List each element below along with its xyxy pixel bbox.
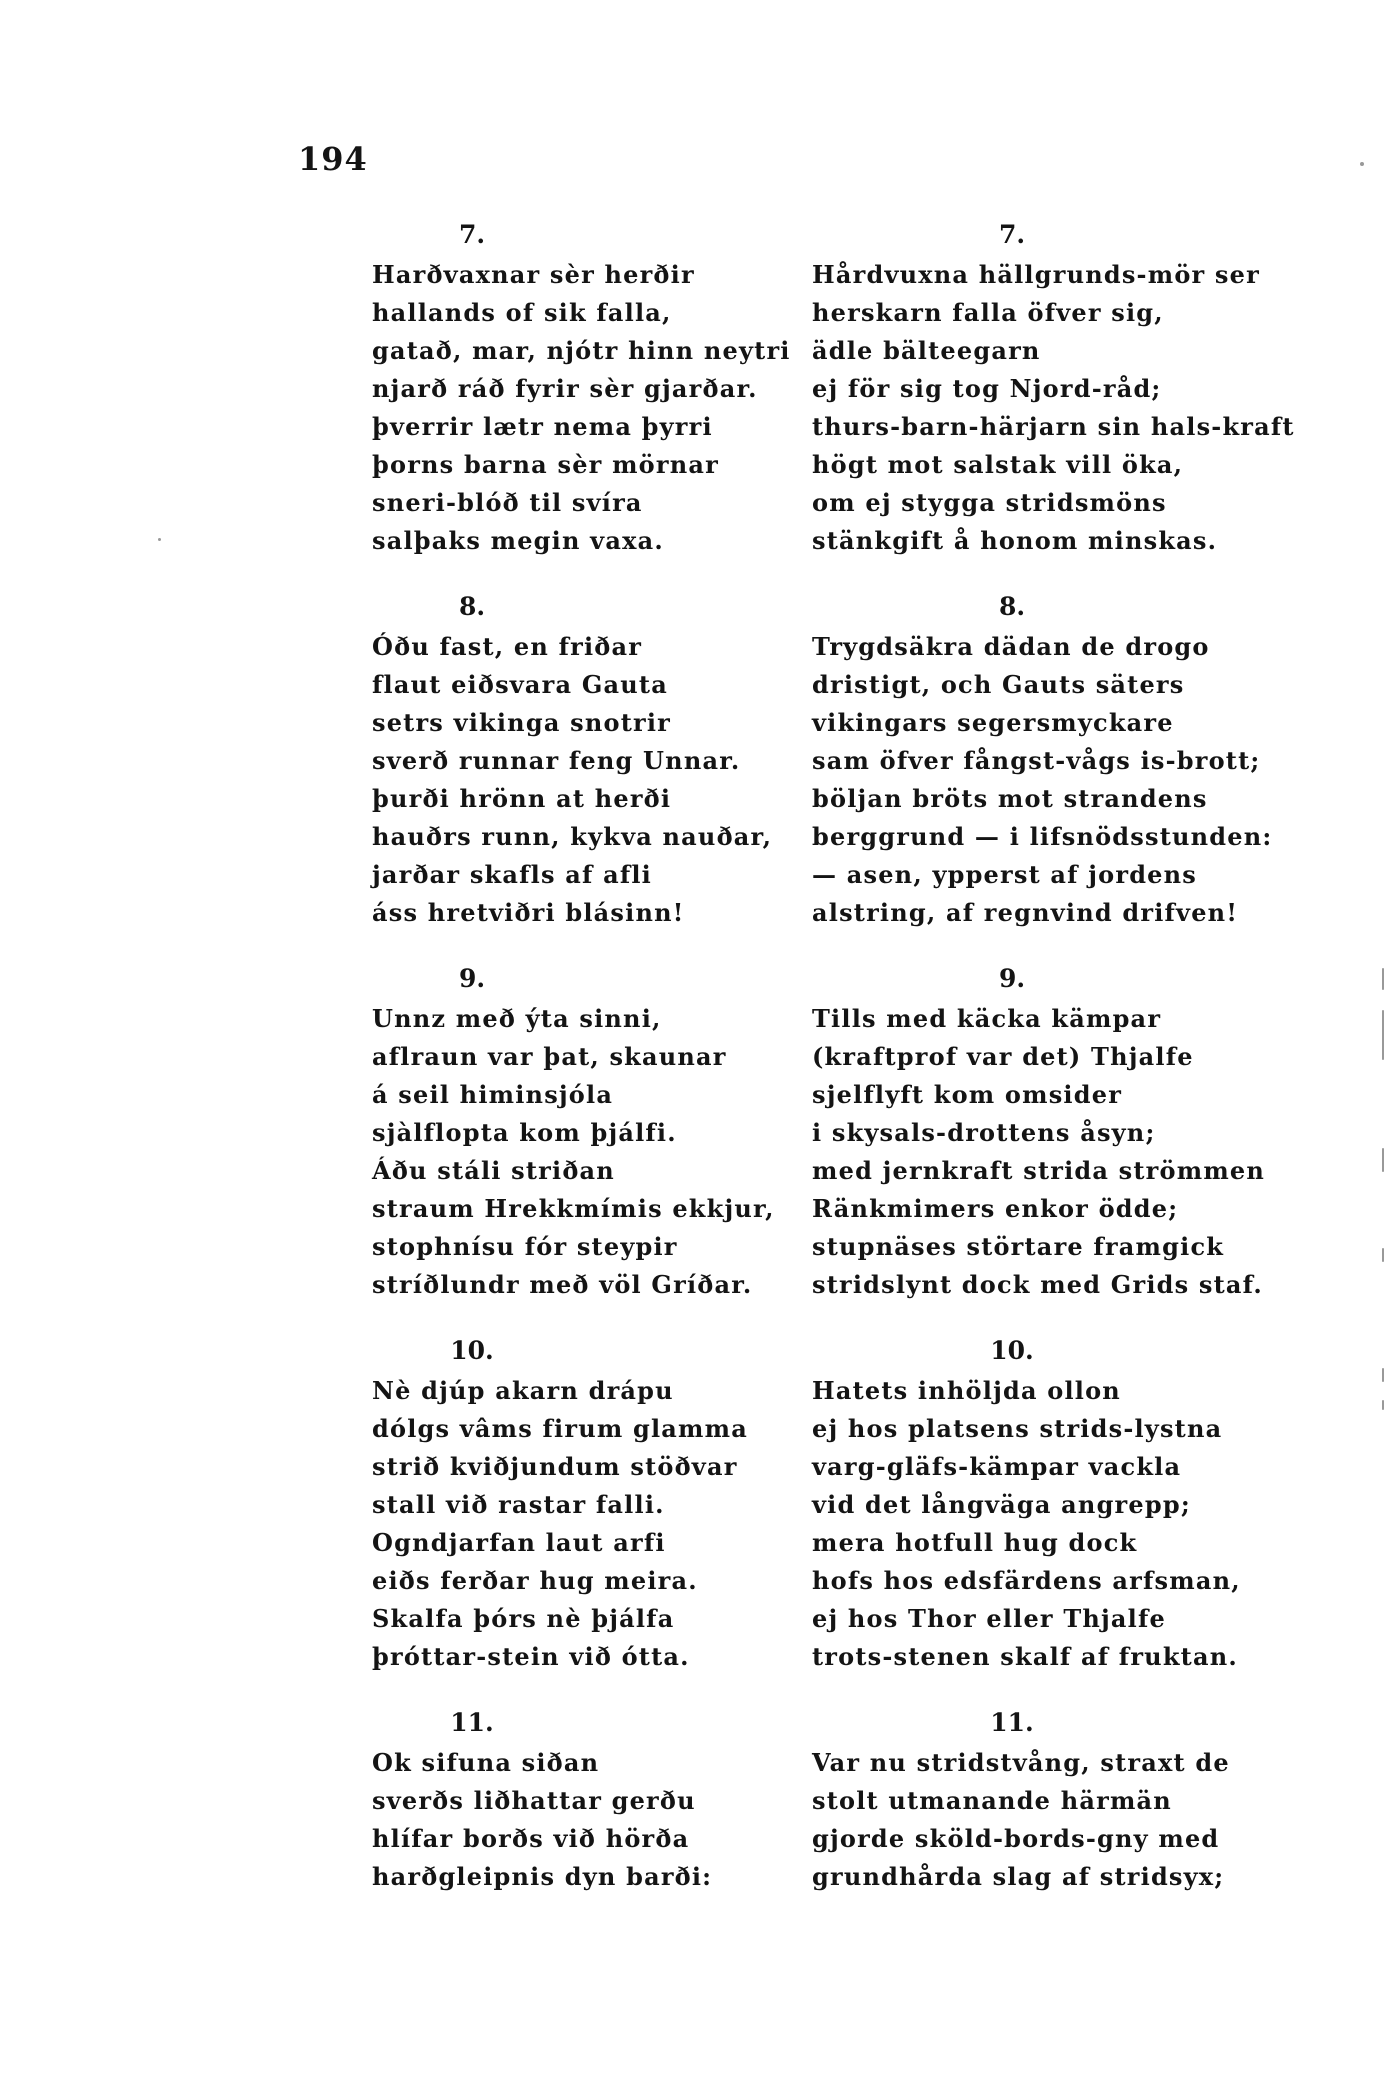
verse-line: om ej stygga stridsmöns — [812, 488, 1167, 517]
verse-line: thurs-barn-härjarn sin hals-kraft — [812, 412, 1295, 441]
verse-line: grundhårda slag af stridsyx; — [812, 1862, 1225, 1891]
verse-line: stänkgift å honom minskas. — [812, 526, 1218, 555]
verse-line: vikingars segersmyckare — [812, 708, 1174, 737]
verse-line: gatað, mar, njótr hinn neytri — [372, 336, 791, 365]
verse-line: — asen, ypperst af jordens — [812, 860, 1198, 889]
stanza-number: 11. — [990, 1708, 1034, 1737]
verse-line: gjorde sköld-bords-gny med — [812, 1824, 1220, 1853]
stanza-number: 9. — [998, 964, 1026, 993]
verse-line: Tills med käcka kämpar — [812, 1004, 1162, 1033]
verse-line: salþaks megin vaxa. — [372, 526, 664, 555]
swedish-stanza-7 — [812, 214, 1295, 586]
scan-speck — [158, 538, 161, 541]
verse-line: berggrund — i lifsnödsstunden: — [812, 822, 1273, 851]
stanza-number: 7. — [458, 220, 486, 249]
verse-line: hlífar borðs við hörða — [372, 1824, 690, 1853]
verse-line: sjàlflopta kom þjálfi. — [372, 1118, 677, 1147]
verse-line: á seil himinsjóla — [372, 1080, 614, 1109]
swedish-stanza-10 — [812, 1330, 1272, 1702]
verse-line: Óðu fast, en friðar — [372, 632, 643, 661]
verse-line: Trygdsäkra dädan de drogo — [812, 632, 1210, 661]
swedish-column — [812, 214, 1295, 2074]
verse-line: njarð ráð fyrir sèr gjarðar. — [372, 374, 758, 403]
verse-line: Skalfa þórs nè þjálfa — [372, 1604, 675, 1633]
verse-line: stophnísu fór steypir — [372, 1232, 678, 1261]
verse-line: þverrir lætr nema þyrri — [372, 412, 713, 441]
verse-line: Hatets inhöljda ollon — [812, 1376, 1121, 1405]
verse-line: trots-stenen skalf af fruktan. — [812, 1642, 1238, 1671]
verse-line: Var nu stridstvång, straxt de — [812, 1748, 1230, 1777]
swedish-stanza-8 — [812, 586, 1272, 958]
scan-speck — [1382, 1010, 1384, 1060]
verse-line: dólgs vâms firum glamma — [372, 1414, 748, 1443]
verse-line: sverð runnar feng Unnar. — [372, 746, 741, 775]
verse-line: stall við rastar falli. — [372, 1490, 665, 1519]
swedish-stanza-11 — [812, 1702, 1272, 2074]
verse-line: jarðar skafls af afli — [372, 860, 652, 889]
verse-line: Hårdvuxna hällgrunds-mör ser — [812, 260, 1260, 289]
scan-speck — [1382, 968, 1384, 990]
verse-line: Áðu stáli striðan — [372, 1156, 615, 1185]
scan-speck — [1382, 1400, 1384, 1410]
verse-line: hallands of sik falla, — [372, 298, 672, 327]
verse-line: strið kviðjundum stöðvar — [372, 1452, 738, 1481]
verse-line: ej hos Thor eller Thjalfe — [812, 1604, 1166, 1633]
icelandic-stanza-11 — [372, 1702, 802, 2074]
icelandic-stanza-9 — [372, 958, 802, 1330]
stanza-number: 8. — [998, 592, 1026, 621]
verse-line: herskarn falla öfver sig, — [812, 298, 1164, 327]
stanza-number: 11. — [450, 1708, 494, 1737]
verse-line: stupnäses störtare framgick — [812, 1232, 1225, 1261]
verse-line: Ränkmimers enkor ödde; — [812, 1194, 1179, 1223]
verse-line: Ok sifuna siðan — [372, 1748, 600, 1777]
icelandic-stanza-8 — [372, 586, 802, 958]
scan-speck — [1382, 1148, 1384, 1172]
verse-line: dristigt, och Gauts säters — [812, 670, 1185, 699]
icelandic-stanza-10 — [372, 1330, 802, 1702]
verse-line: (kraftprof var det) Thjalfe — [812, 1042, 1194, 1071]
scan-speck — [1382, 1248, 1384, 1262]
verse-line: áss hretviðri blásinn! — [372, 898, 685, 927]
verse-line: med jernkraft strida strömmen — [812, 1156, 1266, 1185]
scan-speck — [1382, 1368, 1384, 1382]
verse-line: i skysals-drottens åsyn; — [812, 1118, 1156, 1147]
verse-line: flaut eiðsvara Gauta — [372, 670, 668, 699]
verse-line: sam öfver fångst-vågs is-brott; — [812, 746, 1261, 775]
verse-line: alstring, af regnvind drifven! — [812, 898, 1239, 927]
verse-line: hofs hos edsfärdens arfsman, — [812, 1566, 1241, 1595]
icelandic-column — [372, 214, 802, 2074]
verse-line: vid det långväga angrepp; — [812, 1490, 1191, 1519]
verse-line: þurði hrönn at herði — [372, 784, 672, 813]
verse-line: sverðs liðhattar gerðu — [372, 1786, 696, 1815]
stanza-number: 8. — [458, 592, 486, 621]
scan-speck — [1360, 162, 1364, 166]
verse-line: þróttar-stein við ótta. — [372, 1642, 690, 1671]
verse-line: ej hos platsens strids-lystna — [812, 1414, 1223, 1443]
verse-line: harðgleipnis dyn barði: — [372, 1862, 713, 1891]
verse-line: böljan bröts mot strandens — [812, 784, 1208, 813]
verse-line: þorns barna sèr mörnar — [372, 450, 719, 479]
stanza-number: 10. — [990, 1336, 1034, 1365]
icelandic-stanza-7 — [372, 214, 802, 586]
verse-line: stridslynt dock med Grids staf. — [812, 1270, 1263, 1299]
verse-line: Ogndjarfan laut arfi — [372, 1528, 666, 1557]
verse-line: stríðlundr með völ Gríðar. — [372, 1270, 753, 1299]
stanza-number: 7. — [998, 220, 1026, 249]
verse-line: sneri-blóð til svíra — [372, 488, 643, 517]
verse-line: mera hotfull hug dock — [812, 1528, 1138, 1557]
verse-line: eiðs ferðar hug meira. — [372, 1566, 698, 1595]
verse-line: Nè djúp akarn drápu — [372, 1376, 674, 1405]
verse-line: ej för sig tog Njord-råd; — [812, 374, 1162, 403]
verse-line: ädle bälteegarn — [812, 336, 1041, 365]
stanza-number: 10. — [450, 1336, 494, 1365]
verse-line: aflraun var þat, skaunar — [372, 1042, 727, 1071]
verse-line: straum Hrekkmímis ekkjur, — [372, 1194, 775, 1223]
verse-line: stolt utmanande härmän — [812, 1786, 1172, 1815]
verse-line: sjelflyft kom omsider — [812, 1080, 1123, 1109]
verse-line: högt mot salstak vill öka, — [812, 450, 1184, 479]
verse-line: setrs vikinga snotrir — [372, 708, 671, 737]
swedish-stanza-9 — [812, 958, 1272, 1330]
verse-line: hauðrs runn, kykva nauðar, — [372, 822, 773, 851]
verse-line: Unnz með ýta sinni, — [372, 1004, 662, 1033]
stanza-number: 9. — [458, 964, 486, 993]
verse-line: varg-gläfs-kämpar vackla — [812, 1452, 1182, 1481]
verse-line: Harðvaxnar sèr herðir — [372, 260, 695, 289]
page-number: 194 — [298, 140, 368, 178]
